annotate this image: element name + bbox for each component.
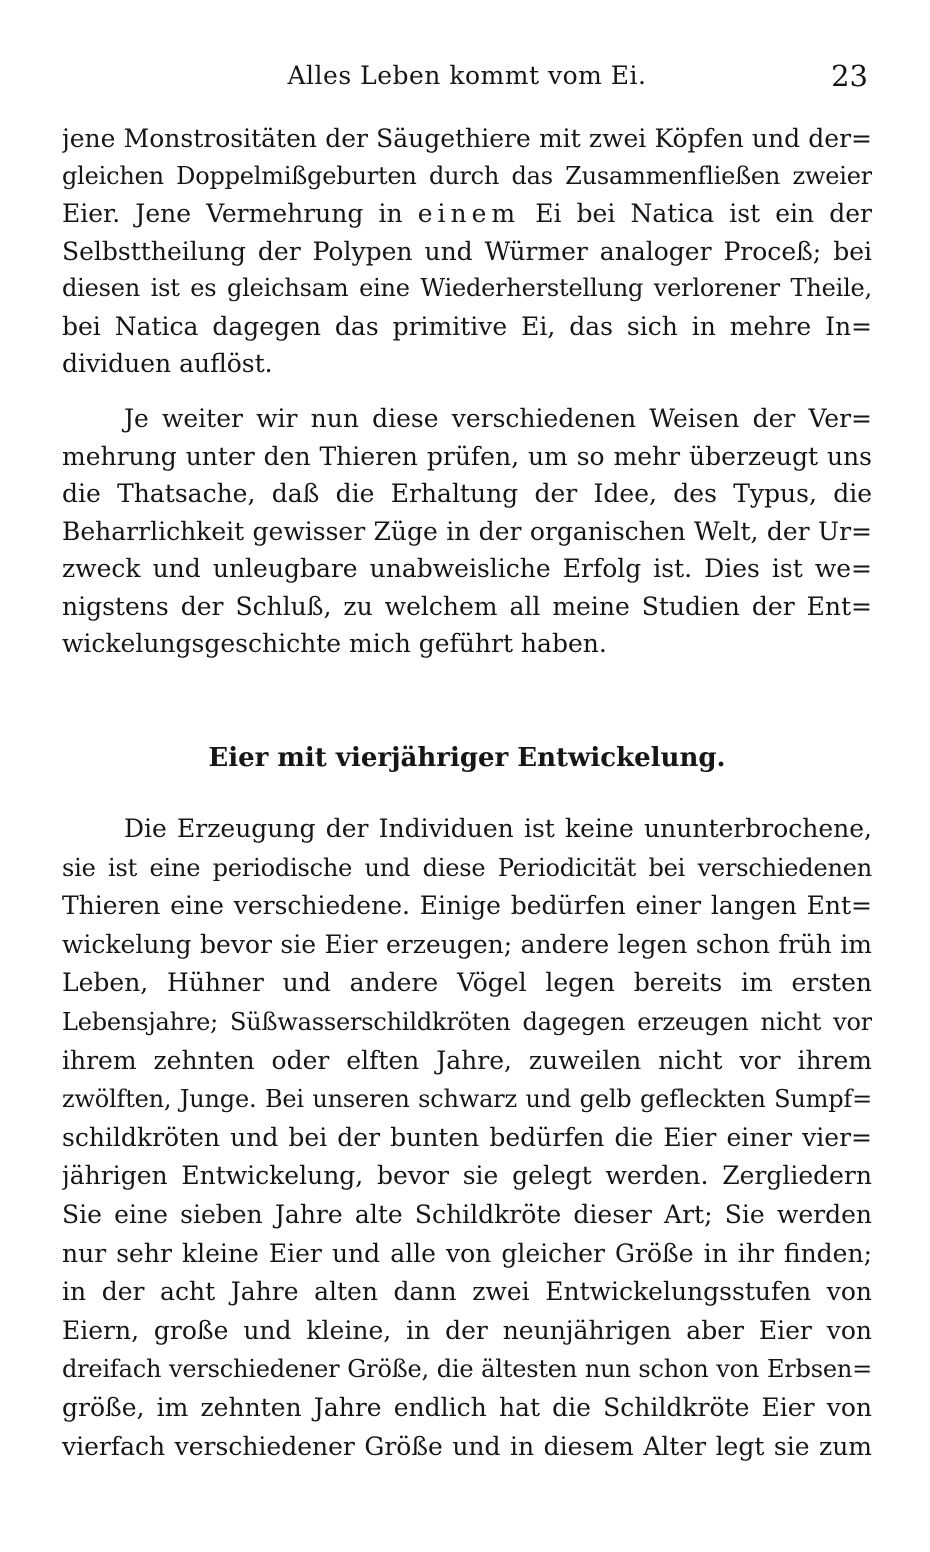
text-line: Je weiter wir nun diese verschiedenen Weisen der Ver= — [124, 404, 872, 433]
text-segment: Ei bei Natica ist ein der — [535, 199, 872, 228]
text-line: schildkröten und bei der bunten bedürfen die Eier einer vier= — [62, 1122, 872, 1152]
text-line: Thieren eine verschiedene. Einige bedürfen einer langen Ent= — [62, 891, 872, 921]
text-line: dreifach verschiedener Größe, die ältesten nun schon von Erbsen= — [62, 1355, 872, 1384]
text-line: bei Natica dagegen das primitive Ei, das sich in mehre In= — [62, 311, 872, 341]
running-title: Alles Leben kommt vom Ei. — [287, 61, 647, 90]
text-line: zweck und unleugbare unabweisliche Erfolg ist. Dies ist we= — [62, 554, 872, 583]
section-heading: Eier mit vierjähriger Entwickelung. — [208, 743, 726, 773]
text-line: die Thatsache, daß die Erhaltung der Idee, des Typus, die — [62, 479, 872, 508]
text-line: Sie eine sieben Jahre alte Schildkröte dieser Art; Sie werden — [62, 1199, 872, 1229]
text-line: Leben, Hühner und andere Vögel legen bereits im ersten — [62, 968, 872, 998]
running-head — [62, 58, 872, 94]
text-line: Beharrlichkeit gewisser Züge in der organischen Welt, der Ur= — [62, 516, 872, 546]
paragraph-2 — [62, 400, 872, 663]
text-line: jährigen Entwickelung, bevor sie gelegt werden. Zergliedern — [62, 1161, 872, 1191]
text-line — [62, 195, 872, 233]
text-line: ihrem zehnten oder elften Jahre, zuweilen nicht vor ihrem — [62, 1045, 872, 1075]
text-line: nur sehr kleine Eier und alle von gleicher Größe in ihr finden; — [62, 1238, 872, 1268]
emphasized-word: einem — [417, 199, 521, 228]
text-line: mehrung unter den Thieren prüfen, um so mehr überzeugt uns — [62, 441, 872, 471]
text-line: Lebensjahre; Süßwasserschildkröten dagegen erzeugen nicht vor — [62, 1007, 872, 1036]
text-line: dividuen auflöst. — [62, 349, 273, 378]
text-line: zwölften, Junge. Bei unseren schwarz und gelb gefleckten Sumpf= — [62, 1085, 872, 1114]
text-line: Selbsttheilung der Polypen und Würmer analoger Proceß; bei — [62, 236, 872, 266]
text-line: vierfach verschiedener Größe und in diesem Alter legt sie zum — [62, 1431, 872, 1461]
text-line: in der acht Jahre alten dann zwei Entwickelungsstufen von — [62, 1277, 872, 1307]
text-line: größe, im zehnten Jahre endlich hat die Schildkröte Eier von — [62, 1392, 872, 1422]
text-line: nigstens der Schluß, zu welchem all meine Studien der Ent= — [62, 591, 872, 621]
text-line: Die Erzeugung der Individuen ist keine ununterbrochene, — [124, 814, 872, 843]
paragraph-3 — [62, 810, 872, 1466]
paragraph-1 — [62, 120, 872, 383]
page-number: 23 — [831, 59, 868, 93]
text-segment: Eier. Jene Vermehrung in — [62, 199, 403, 228]
text-line: diesen ist es gleichsam eine Wiederherstellung verlorener Theile, — [62, 274, 872, 302]
text-line: Eiern, große und kleine, in der neunjährigen aber Eier von — [62, 1315, 872, 1345]
text-line: sie ist eine periodische und diese Periodicität bei verschiedenen — [62, 853, 872, 882]
text-line: gleichen Doppelmißgeburten durch das Zusammenfließen zweier — [62, 161, 872, 190]
text-line: wickelung bevor sie Eier erzeugen; andere legen schon früh im — [62, 929, 872, 959]
text-line: jene Monstrositäten der Säugethiere mit zwei Köpfen und der= — [62, 124, 872, 153]
text-line: wickelungsgeschichte mich geführt haben. — [62, 629, 607, 658]
